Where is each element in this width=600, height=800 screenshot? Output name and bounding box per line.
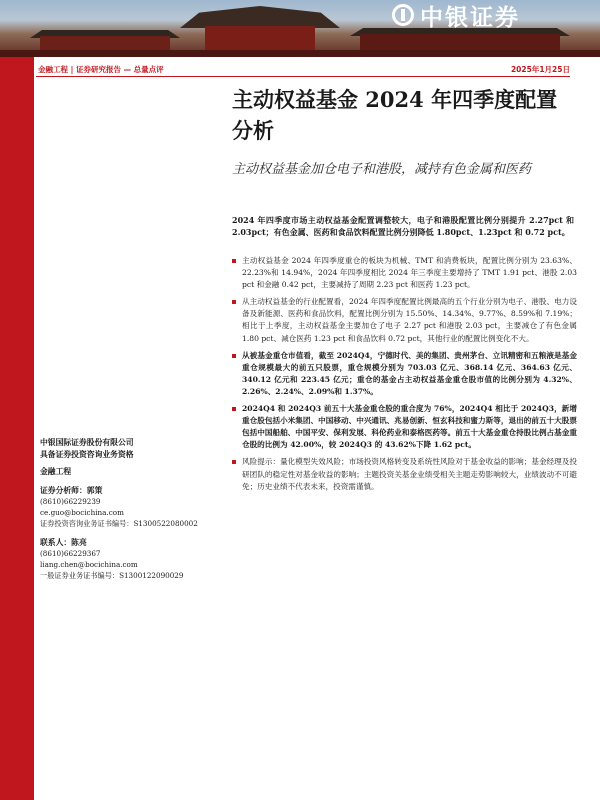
contact-email[interactable]: liang.chen@bocichina.com [40, 560, 138, 569]
key-point [232, 255, 577, 291]
report-title: 主动权益基金 2024 年四季度配置分析 [232, 87, 558, 143]
report-date: 2025年1月25日 [510, 65, 570, 74]
left-red-bar [0, 57, 34, 800]
boc-logo-icon [392, 4, 414, 26]
key-point [232, 403, 577, 451]
report-category: 金融工程 | 证券研究报告 — 总量点评 [38, 65, 164, 74]
report-meta-line [36, 62, 570, 76]
square-bullet-icon [232, 460, 236, 464]
analyst-name: 证券分析师：郭策 [40, 486, 103, 495]
square-bullet-icon [232, 407, 236, 411]
banner-ground [0, 50, 600, 57]
firm-name: 中银国际证券股份有限公司 [40, 438, 134, 447]
contact-phone: (8610)66229367 [40, 549, 101, 558]
brand-logo [392, 2, 520, 31]
contact-cert: 一般证券业务证书编号：S1300122090029 [40, 571, 184, 580]
key-point-text: 从主动权益基金的行业配置看，2024 年四季度配置比例最高的五个行业分别为电子、港股、电力设备及新能源、医药和食品饮料，配置比例分别为 15.50%、14.34%、9.77%、8.59%和 7.19%；相比于上季度，主动权益基金主要加仓了电子 2.27 pct 和港股 2.03 pct，主要减仓了有色金属 1.80 pct、减仓医药 1.23 pct 和食品饮料 0.72 pct，其他行业的配置比例变化不大。 [242, 297, 577, 343]
square-bullet-icon [232, 259, 236, 263]
brand-name: 中银证券 [420, 4, 520, 31]
sector-label: 金融工程 [40, 467, 72, 476]
header-banner [0, 0, 600, 57]
analyst-email[interactable]: ce.guo@bocichina.com [40, 508, 124, 517]
key-point-text: 从被基金重仓市值看，截至 2024Q4，宁德时代、美的集团、贵州茅台、立讯精密和五粮液是基金重仓规模最大的前五只股票，重仓规模分别为 703.03 亿元、368.14 亿元、364.63 亿元、340.12 亿元和 223.45 亿元；重仓的基金占主动权益基金重仓股市值的比例分别为 4.32%、2.26%、2.24%、2.09%和 1.37%。 [242, 350, 577, 396]
contact-name: 联系人：陈亮 [40, 538, 87, 547]
firm-qualification: 具备证券投资咨询业务资格 [40, 449, 134, 459]
key-point [232, 350, 577, 398]
key-point [232, 296, 577, 344]
analyst-cert: 证券投资咨询业务证书编号：S1300522080002 [40, 519, 198, 528]
key-point-text: 主动权益基金 2024 年四季度重仓的板块为机械、TMT 和消费板块，配置比例分别为 23.63%、22.23%和 14.94%，2024 年四季度相比 2024 年三季度主要增持了 TMT 1.91 pct、港股 2.03 pct 和金融 0.42 pct，主要减持了周期 2.23 pct 和医药 1.23 pct。 [242, 256, 577, 290]
report-subtitle: 主动权益基金加仓电子和港股，减持有色金属和医药 [232, 162, 532, 177]
sidebar-info [40, 437, 225, 581]
key-point-text: 2024Q4 和 2024Q3 前五十大基金重仓股的重合度为 76%，2024Q4 相比于 2024Q3，新增重仓股包括小米集团、中国移动、中兴通讯、兆易创新、恒玄科技和蜜力斯等，退出的前五十大股票包括中国船舶、中国平安、保利发展、科伦药业和泰格医药等。前五十大基金重仓持股比例占基金重仓股的比例为 42.00%，较 2024Q3 的 43.62%下降 1.62 pct。 [242, 404, 577, 450]
analyst-phone: (8610)66229239 [40, 497, 101, 506]
square-bullet-icon [232, 300, 236, 304]
summary-paragraph: 2024 年四季度市场主动权益基金配置调整较大，电子和港股配置比例分别提升 2.27pct 和 2.03pct；有色金属、医药和食品饮料配置比例分别降低 1.80pct、1.23pct 和 0.72 pct。 [232, 215, 574, 238]
meta-divider [36, 76, 570, 77]
risk-warning [232, 456, 577, 492]
square-bullet-icon [232, 354, 236, 358]
risk-warning-text: 风险提示：量化模型失效风险；市场投资风格转变及系统性风险对于基金收益的影响；基金经理及投研团队的稳定性对基金收益的影响；主题投资关基金业绩受相关主题走势影响较大，业绩波动不可避免；历史业绩不代表未来，投资需谨慎。 [242, 457, 577, 491]
banner-roof-center [180, 6, 340, 28]
key-points-list [232, 255, 577, 498]
